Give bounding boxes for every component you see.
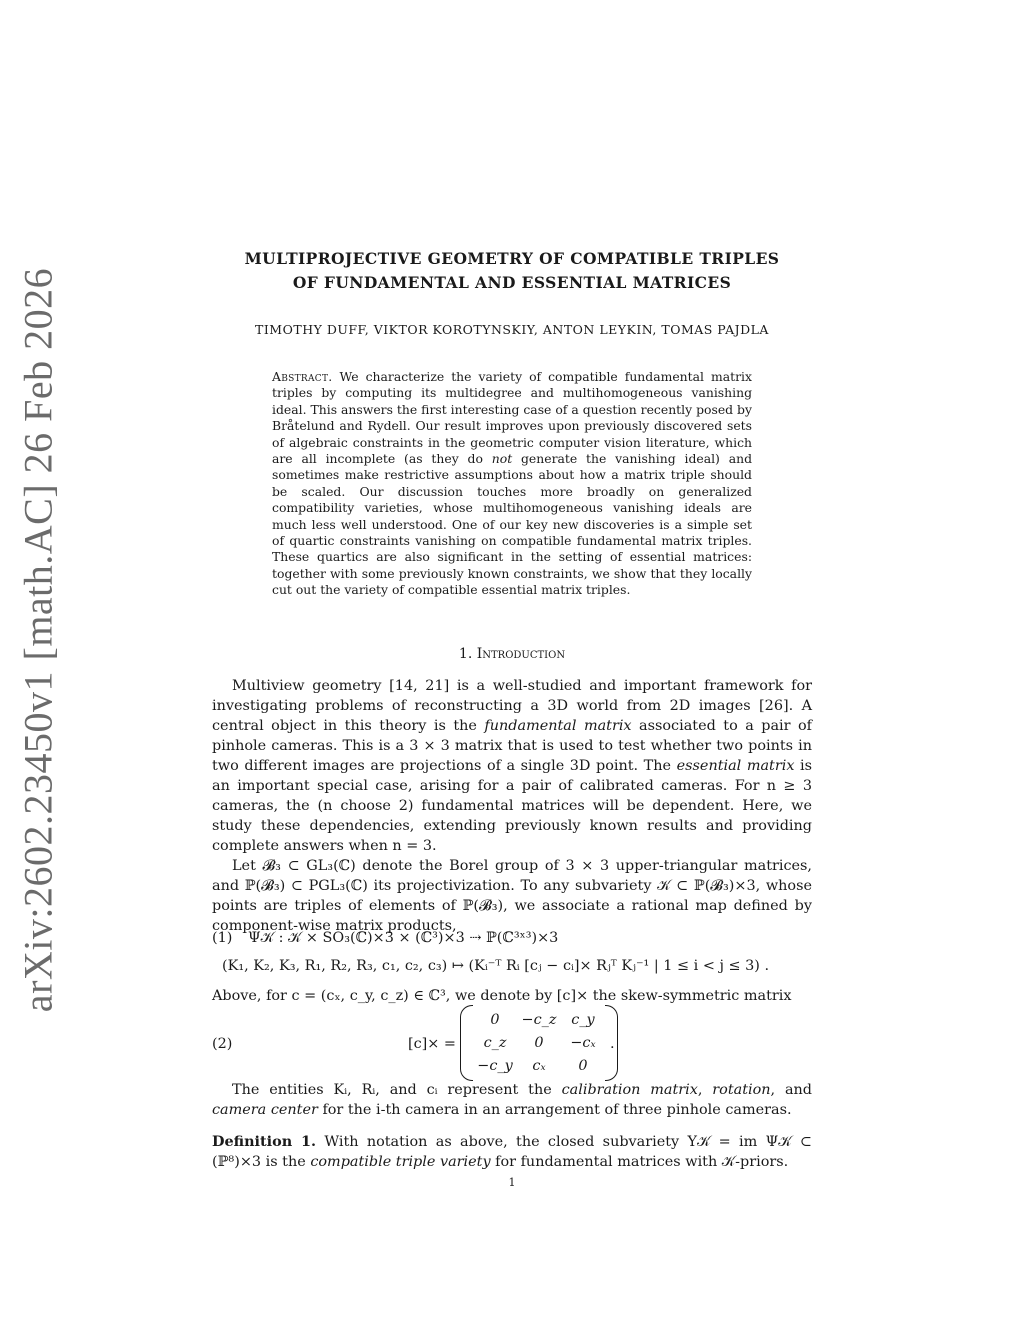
equation-1-line-1: Ψ𝒦 : 𝒦 × SO₃(ℂ)×3 × (ℂ³)×3 ⇢ ℙ(ℂ³ˣ³)×3 — [248, 930, 559, 946]
equation-1 — [212, 928, 812, 978]
definition-1 — [212, 1132, 812, 1172]
abstract-text-b: generate the vanishing ideal) and sometimes make restrictive assumptions about how a matrix triple should be scaled. Our discussion touches more broadly on generalized compatibility varieties, whose multihomogeneous vanishing ideals are much less well understood. One of our key new discoveries is a simple set of quartic constraints vanishing on compatible fundamental matrix triples. These quartics are also significant in the setting of essential matrices: together with some previously known constraints, we show that they locally cut out the variety of compatible essential matrix triples. — [272, 451, 752, 598]
intro-body — [212, 676, 812, 936]
equation-1-number: (1) — [212, 930, 233, 946]
equation-2-number: (2) — [212, 1036, 233, 1052]
entities-text-a: The entities Kᵢ, Rᵢ, and cᵢ represent the — [232, 1082, 552, 1098]
definition-label: Definition 1. — [212, 1133, 316, 1150]
above-sentence: Above, for c = (cₓ, c_y, c_z) ∈ ℂ³, we denote by [c]× the skew-symmetric matrix — [212, 988, 792, 1004]
matrix-grid — [473, 1009, 605, 1078]
title-line-1: MULTIPROJECTIVE GEOMETRY OF COMPATIBLE TRIPLES — [244, 249, 780, 268]
p1-text-b: associated to a pair of pinhole cameras. This is a 3 × 3 matrix that is used to test whether two points in two different images are projections of a single 3D point. The — [212, 718, 813, 774]
definition-text-b: for fundamental matrices with 𝒦-priors. — [495, 1154, 789, 1170]
section-number: 1. — [458, 646, 473, 662]
matrix-cell: c_z — [483, 1035, 507, 1051]
term-fundamental-matrix: fundamental matrix — [484, 718, 632, 734]
equation-2-end: . — [610, 1036, 615, 1052]
equation-2-lhs: [c]× = — [408, 1036, 456, 1052]
page-number: 1 — [508, 1176, 516, 1189]
matrix-cell: −cₓ — [570, 1035, 596, 1051]
term-compatible-triple-variety: compatible triple variety — [310, 1154, 491, 1170]
entities-and: , and — [770, 1082, 812, 1098]
definition-sentence — [212, 1132, 812, 1172]
abstract-text-a: We characterize the variety of compatible fundamental matrix triples by computing its multidegree and multihomogeneous vanishing ideal. This answers the first interesting case of a question recently posed by Bråtelund and Rydell. Our result improves upon previously discovered sets of algebraic constraints in the geometric computer vision literature, which are all incomplete (as they do — [272, 369, 752, 467]
matrix-cell: 0 — [534, 1035, 544, 1051]
abstract-label: Abstract. — [272, 369, 333, 384]
term-essential-matrix: essential matrix — [676, 758, 795, 774]
skew-symmetric-matrix — [460, 1006, 618, 1080]
entities-text-b: for the i-th camera in an arrangement of three pinhole cameras. — [322, 1102, 792, 1118]
matrix-cell: −c_y — [477, 1058, 513, 1074]
section-title: Introduction — [476, 646, 566, 662]
definition-text-a: With notation as above, the closed subvariety Y𝒦 = im Ψ𝒦 ⊂ (ℙ⁸)×3 is the — [212, 1134, 812, 1170]
matrix-cell: c_y — [571, 1012, 595, 1028]
term-rotation: rotation — [712, 1082, 771, 1098]
entities-comma: , — [697, 1082, 703, 1098]
matrix-left-paren — [460, 1005, 473, 1081]
arxiv-id-text: arXiv:2602.23450v1 [math.AC] 26 Feb 2026 — [15, 267, 61, 1013]
matrix-cell: 0 — [490, 1012, 500, 1028]
term-calibration-matrix: calibration matrix — [561, 1082, 698, 1098]
paper-title — [200, 247, 824, 295]
abstract — [272, 369, 752, 599]
abstract-emphasis-not: not — [491, 451, 513, 467]
matrix-cell: 0 — [578, 1058, 588, 1074]
matrix-cell: −c_z — [521, 1012, 557, 1028]
above-text — [212, 986, 812, 1006]
title-line-2: OF FUNDAMENTAL AND ESSENTIAL MATRICES — [292, 273, 732, 292]
equation-1-line-2: (K₁, K₂, K₃, R₁, R₂, R₃, c₁, c₂, c₃) ↦ (Kᵢ⁻ᵀ Rᵢ [cⱼ − cᵢ]× Rⱼᵀ Kⱼ⁻¹ | 1 ≤ i < j ≤ 3) . — [222, 958, 770, 974]
intro-paragraph-2: Let 𝓑₃ ⊂ GL₃(ℂ) denote the Borel group of 3 × 3 upper-triangular matrices, and ℙ(𝓑₃) ⊂ PGL₃(ℂ) its projectivization. To any subvariety 𝒦 ⊂ ℙ(𝓑₃)×3, whose points are triples of elements of ℙ(𝓑₃), we associate a rational map defined by component-wise matrix products, — [212, 858, 812, 934]
term-camera-center: camera center — [212, 1102, 318, 1118]
intro-paragraph-1 — [212, 676, 812, 856]
entities-sentence — [212, 1080, 812, 1120]
p1-text-c: is an important special case, arising for a pair of calibrated cameras. For n ≥ 3 cameras, the (n choose 2) fundamental matrices will be dependent. Here, we study these dependencies, extending previously known results and providing complete answers when n = 3. — [212, 758, 813, 854]
entities-paragraph — [212, 1080, 812, 1120]
author-list: TIMOTHY DUFF, VIKTOR KOROTYNSKIY, ANTON LEYKIN, TOMAS PAJDLA — [255, 322, 769, 337]
matrix-cell: cₓ — [532, 1058, 546, 1074]
section-heading — [200, 646, 824, 662]
matrix-right-paren — [605, 1005, 618, 1081]
p1-text-a: Multiview geometry [14, 21] is a well-studied and important framework for investigating problems of reconstructing a 3D world from 2D images [26]. A central object in this theory is the — [212, 678, 812, 734]
